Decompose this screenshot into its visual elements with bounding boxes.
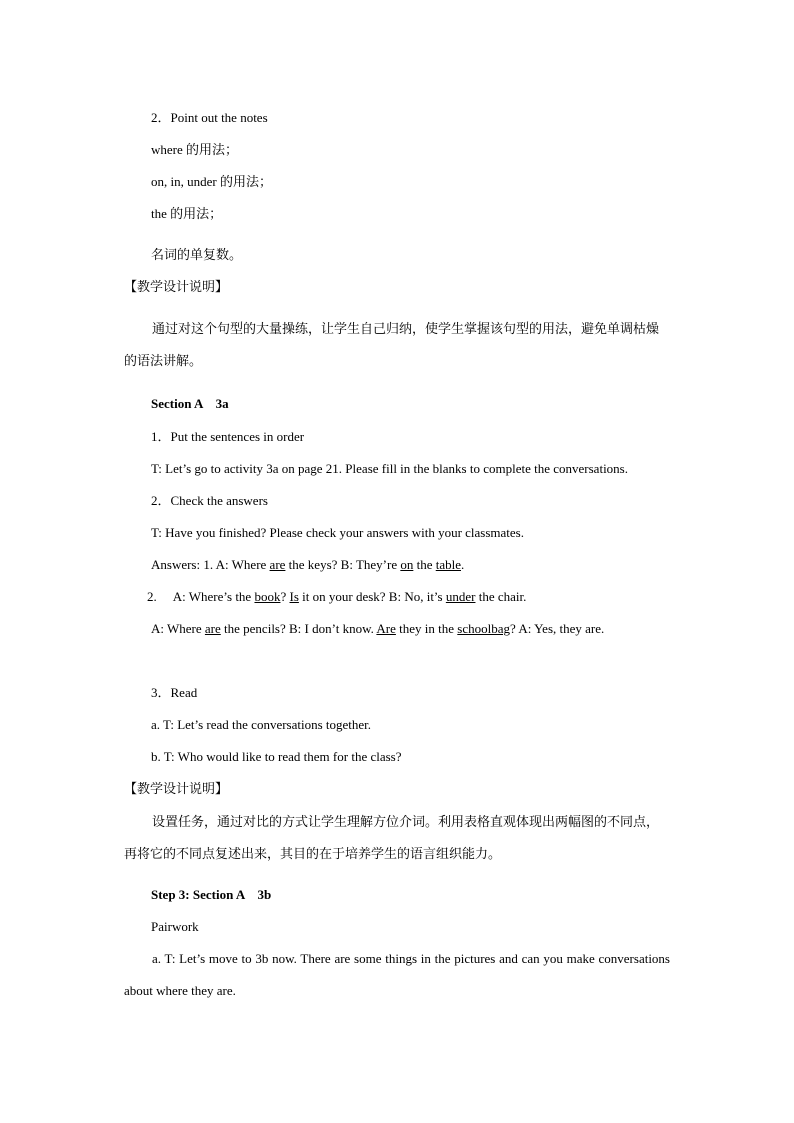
step3-item-b: b. T: Who would like to read them for the class? xyxy=(151,749,402,764)
answer-blank: book xyxy=(254,589,281,604)
section-a-3a-heading: Section A 3a xyxy=(151,396,229,411)
answer-text: ? xyxy=(280,589,290,604)
pairwork-label: Pairwork xyxy=(151,919,199,934)
answer-text: Answers: 1. A: Where xyxy=(151,557,270,572)
answer-text: A: Where xyxy=(151,621,205,636)
answer-number: 2. xyxy=(147,589,157,604)
answer-blank: Are xyxy=(376,621,396,636)
answer-3 xyxy=(151,621,604,637)
note-prepositions: on, in, under 的用法； xyxy=(151,174,272,189)
step3-item-a: a. T: Let’s read the conversations together. xyxy=(151,717,372,732)
answer-blank: Is xyxy=(289,589,299,604)
pairwork-text: a. T: Let’s move to 3b now. There are some things in the pictures and can you make conversations about where they are. xyxy=(124,951,670,998)
step2-title: 2．Check the answers xyxy=(151,493,268,508)
notes-heading: 2．Point out the notes xyxy=(151,110,268,125)
answer-blank: under xyxy=(445,589,476,604)
answer-blank: are xyxy=(269,557,286,572)
answer-blank: schoolbag xyxy=(457,621,511,636)
answer-text: the keys? B: They’re xyxy=(285,557,401,572)
design-note-text: 设置任务，通过对比的方式让学生理解方位介词。利用表格直观体现出两幅图的不同点， 再将它的不同点复述出来，其目的在于培养学生的语言组织能力。 xyxy=(124,814,666,861)
answer-text: ? A: Yes, they are. xyxy=(510,621,605,636)
step2-text: T: Have you finished? Please check your answers with your classmates. xyxy=(151,525,524,540)
note-where: where 的用法； xyxy=(151,142,239,157)
answer-text: it on your desk? B: No, it’s xyxy=(298,589,446,604)
answer-2 xyxy=(147,589,526,605)
design-note-heading: 【教学设计说明】 xyxy=(124,781,229,796)
note-nouns: 名词的单复数。 xyxy=(151,247,243,262)
step1-text: T: Let’s go to activity 3a on page 21. Please fill in the blanks to complete the conversations. xyxy=(151,461,628,476)
answer-text: the xyxy=(413,557,436,572)
answer-blank: table xyxy=(435,557,461,572)
answer-text: the pencils? B: I don’t know. xyxy=(220,621,377,636)
design-note-heading: 【教学设计说明】 xyxy=(124,279,229,294)
step1-title: 1．Put the sentences in order xyxy=(151,429,305,444)
design-note-text: 通过对这个句型的大量操练，让学生自己归纳，使学生掌握该句型的用法，避免单调枯燥的语法讲解。 xyxy=(124,321,660,368)
answer-text: the chair. xyxy=(475,589,527,604)
step3-section-heading: Step 3: Section A 3b xyxy=(151,887,272,902)
step3-title: 3．Read xyxy=(151,685,198,700)
answer-text: A: Where’s the xyxy=(172,589,255,604)
answer-text: they in the xyxy=(395,621,458,636)
answer-blank: on xyxy=(400,557,414,572)
answer-text: . xyxy=(461,557,465,572)
answer-1 xyxy=(151,557,464,573)
note-the: the 的用法； xyxy=(151,206,223,221)
answer-blank: are xyxy=(204,621,221,636)
